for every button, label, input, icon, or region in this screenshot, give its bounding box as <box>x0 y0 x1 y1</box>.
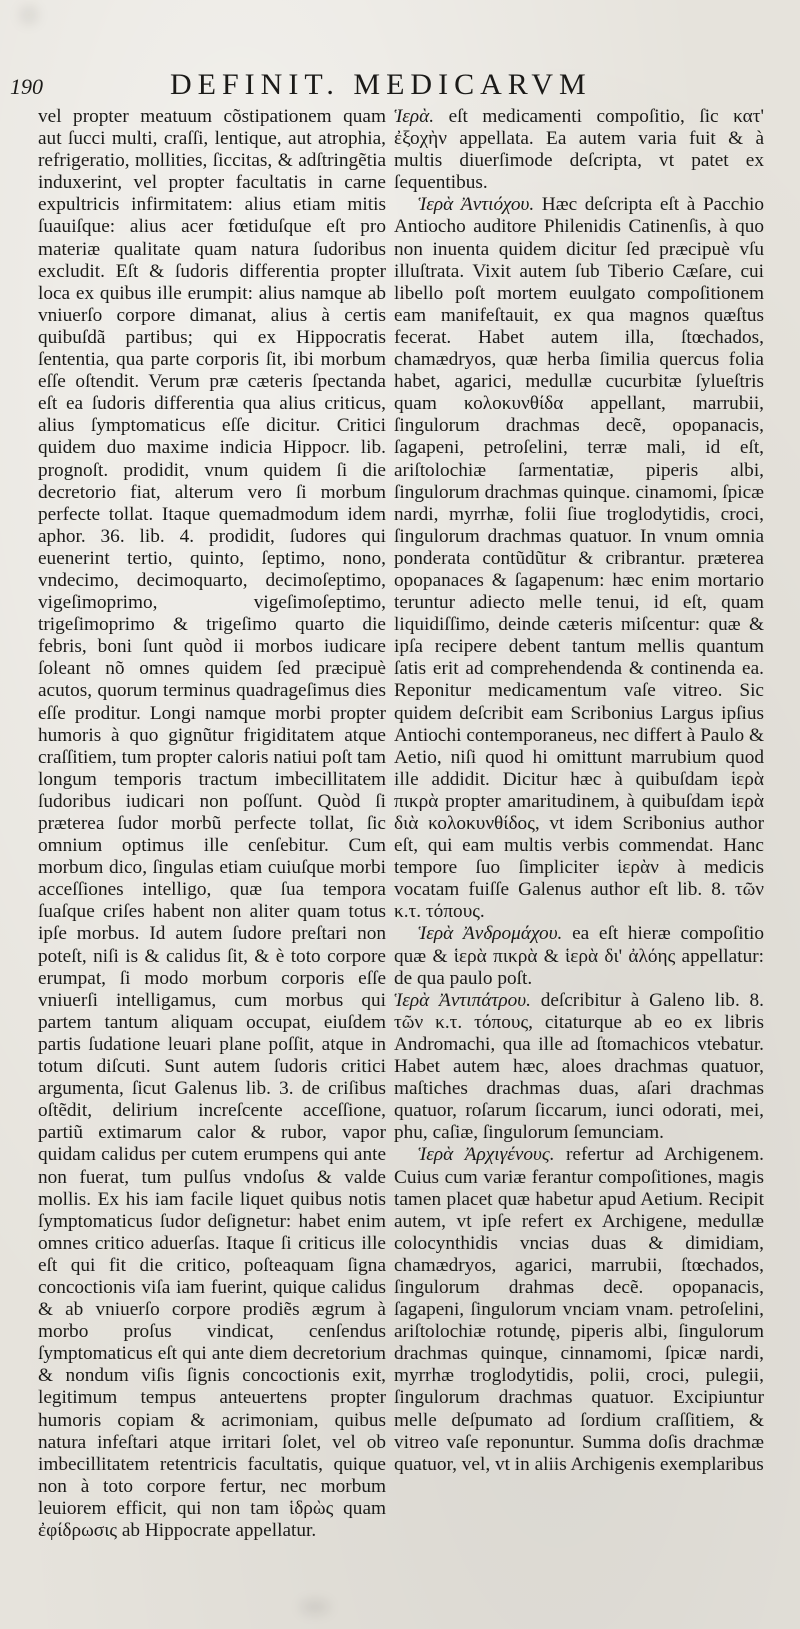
page-header <box>0 66 800 106</box>
entry-headword: Ἱερὰ Ἀνδρομάχου. <box>418 923 563 945</box>
page-number: 190 <box>10 74 43 99</box>
ink-stain <box>20 6 38 24</box>
entry-text: Hæc deſcripta eſt à Pacchio Antiocho auditore Philenidis Catinenſis, à quo non inuenta quidem dicitur ſed præcipuè vſu illuſtrata. Vixit autem ſub Tiberio Cæſare, cui libello poſt mortem euulgato compoſitionem eam manifeſtauit, ex qua magnos quæſtus fecerat. Habet autem illa, ſtœchados, chamædryos, quæ herba ſimilia quercus folia habet, agarici, medullæ cucurbitæ ſylueſtris quam κολοκυνθίδα appellant, marrubii, ſingulorum drachmas decẽ, opopanacis, ſagapeni, petroſelini, terræ mali, id eſt, ariſtolochiæ ſarmentatiæ, piperis albi, ſingulorum drachmas quinque. cinamomi, ſpicæ nardi, myrrhæ, folii ſiue troglodytidis, croci, ſingulorum drachmas quatuor. In vnum omnia ponderata contũdũtur & cribrantur. præterea opopanaces & ſagapenum: hæc enim mortario teruntur adiecto melle tenui, id eſt, quam liquidiſſimo, deinde cæteris miſcentur: quæ & ipſa recipere debent tantum mellis quantum ſatis erit ad comprehendenda & continenda ea. Reponitur medicamentum vaſe vitreo. Sic quidem deſcribit eam Scribonius Largus ipſius Antiochi contemporaneus, nec differt à Paulo & Aetio, niſi quod hi omittunt marrubium quod ille addidit. Dicitur hæc à quibuſdam ἱερὰ πικρὰ propter amaritudinem, à quibuſdam ἱερὰ διὰ κολοκυνθίδος, vt idem Scribonius author eſt, qui eam multis verbis commendat. Hanc tempore ſuo ſimpliciter ἱερὰν à medicis vocatam fuiſſe Galenus author eſt lib. 8. τῶν κ.τ. τόπους. <box>394 194 764 923</box>
left-column <box>38 106 386 1566</box>
entry-headword: Ἱερὰ Ἀρχιγένους. <box>418 1144 555 1166</box>
ink-stain <box>300 1600 330 1614</box>
entry-hiera <box>394 106 764 194</box>
entry-hiera-archigenis <box>394 1144 764 1475</box>
entry-headword: Ἱερὰ Ἀντιπάτρου. <box>394 989 531 1011</box>
entry-headword: Ἱερὰ. <box>394 106 435 127</box>
entry-hiera-antipatri <box>394 990 764 1145</box>
entry-text: deſcribitur à Galeno lib. 8. τῶν κ.τ. τόπους, citaturque ab eo ex libris Andromachi, qua ille ad ſtomachicos vtebatur. Habet autem hæc, aloes drachmas quatuor, maſtiches drachmas duas, aſari drachmas quatuor, roſarum ſiccarum, iunci odorati, mei, phu, caſiæ, ſingulorum ſemunciam. <box>394 989 764 1144</box>
entry-text: ea eſt hieræ compoſitio quæ & ἱερὰ πικρὰ & ἱερὰ δι' ἀλόης appellatur: de qua paulo poſt. <box>394 923 764 989</box>
entry-hiera-andromachi <box>394 923 764 989</box>
entry-headword: Ἱερὰ Ἀντιόχου. <box>418 194 535 216</box>
entry-text: eſt medicamenti compoſitio, ſic κατ' ἐξοχὴν appellata. Ea autem varia fuit & à multis diuerſimode deſcripta, vt patet ex ſequentibus. <box>394 106 764 194</box>
running-title: DEFINIT. MEDICARVM <box>170 68 592 101</box>
entry-text: refertur ad Archigenem. Cuius cum variæ ferantur compoſitiones, magis tamen placet quæ habetur apud Aetium. Recipit autem, vt ipſe refert ex Archigene, medullæ colocynthidis vncias duas & dimidiam, chamædryos, agarici, marrubii, ſtœchados, ſingulorum drahmas decẽ. opopanacis, ſagapeni, ſingulorum vnciam vnam. petroſelini, ariſtolochiæ rotundę, piperis albi, ſingulorum drachmas quinque, cinnamomi, ſpicæ nardi, myrrhæ troglodytidis, polii, croci, pulegii, ſingulorum drachmas quatuor. Excipiuntur melle deſpumato ad ſordium craſſitiem, & vitreo vaſe reponuntur. Summa doſis drachmæ quatuor, vel, vt in aliis Archigenis exemplaribus <box>394 1144 764 1475</box>
left-column-text: vel propter meatuum cõstipationem quam aut ſucci multi, craſſi, lentique, aut atrophia, refrigeratio, mollities, ſiccitas, & adſtringẽtia induxerint, vel propter facultatis in carne expultricis infirmitatem: alius etiam mitis ſuauiſque: alius acer fœtiduſque eſt pro materiæ qualitate quam natura ſudoribus excludit. Eſt & ſudoris differentia propter loca ex quibus ille erumpit: alius namque ab vniuerſo corpore dimanat, alius à certis quibuſdã partibus; qui ex Hippocratis ſententia, qua parte corporis ſit, ibi morbum eſſe oſtendit. Verum præ cæteris ſpectanda eſt ea ſudoris differentia qua alius criticus, alius ſymptomaticus eſſe dicitur. Critici quidem duo maxime indicia Hippocr. lib. prognoſt. prodidit, vnum quidem ſi die decretorio fiat, alterum vero ſi morbum perfecte tollat. Itaque quemadmodum idem aphor. 36. lib. 4. prodidit, ſudores qui euenerint tertio, quinto, ſeptimo, nono, vndecimo, decimoquarto, decimoſeptimo, vigeſimoprimo, vigeſimoſeptimo, trigeſimoprimo & trigeſimo quarto die febris, boni ſunt quòd ii morbos iudicare ſoleant nõ omnes quidem ſed præcipuè acutos, quorum terminus quadrageſimus dies eſſe proditur. Longi namque morbi propter humoris à quo gignũtur frigiditatem atque craſſitiem, tum propter caloris natiui poſt tam longum temporis tractum imbecillitatem ſudoribus iudicari non poſſunt. Quòd ſi præterea ſudor morbũ perfecte tollat, ſic omnium optimus ille cenſebitur. Cum morbum dico, ſingulas etiam cuiuſque morbi acceſſiones intelligo, quæ ſua tempora ſuaſque criſes habent non aliter quam totus ipſe morbus. Id autem ſudore preſtari non poteſt, niſi is & calidus ſit, & è toto corpore erumpat, ſi modo morbum corporis eſſe vniuerſi intelligamus, cum morbus qui partem tantum aliquam occupat, eiuſdem partis ſudatione leuari plane poſſit, atque in totum diſcuti. Sunt autem ſudoris critici argumenta, ſicut Galenus lib. 3. de criſibus oſtẽdit, delirium increſcente acceſſione, partiũ extimarum calor & rubor, vapor quidam calidus per cutem erumpens qui ante non fuerat, tum pulſus vndoſus & valde mollis. Ex his iam facile liquet quibus notis ſymptomaticus ſudor deſignetur: habet enim omnes critico aduerſas. Itaque ſi criticus ille eſt qui fit die critico, poſteaquam ſigna concoctionis viſa iam fuerint, quique calidus & ab vniuerſo corpore prodiẽs ægrum à morbo proſus vindicat, cenſendus ſymptomaticus eſt qui ante diem decretorium & nondum viſis ſignis concoctionis exit, legitimum tempus anteuertens propter humoris copiam & acrimoniam, quibus natura infeſtari atque irritari ſolet, vel ob imbecillitatem retentricis facultatis, quique non à toto corpore fertur, nec morbum leuiorem efficit, qui non tam ἱδρὼς quam ἐφίδρωσις ab Hippocrate appellatur. <box>38 106 386 1541</box>
entry-hiera-antiochi <box>394 194 764 923</box>
right-column <box>394 106 764 1616</box>
